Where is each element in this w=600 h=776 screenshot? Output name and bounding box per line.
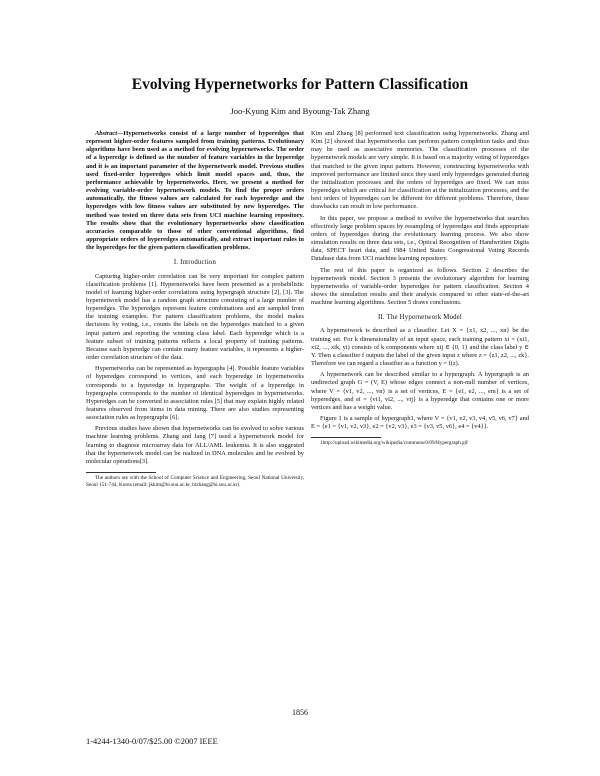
abstract-text: Hypernetworks consist of a large number of hyperedges that represent higher-order features sampled from training patterns. Evolutionary algorithms have been used as a method for evolving hypernetworks. The order of a hyperedge is defined as the number of feature variables in the hyperedge and it is an important parameter of the hypernetwork model. Previous studies used fixed-order hyperedges which limit model spaces and, thus, the performance achievable by hypernetworks. Here, we present a method for evolving variable-order hypernetwork models. To find the proper orders automatically, the fitness values are calculated for each hyperedge and the hyperedges with low fitness values are substituted by new hyperedges. The method was tested on three data sets from UCI machine learning repository. The results show that the evolutionary hypernetworks show classification accuracies comparable to those of other conventional algorithms, find appropriate orders of hyperedges automatically, and extract important rules in the hyperedges for the given pattern classification problems. bbox=[86, 130, 304, 252]
section-heading-introduction: I. Introduction bbox=[173, 259, 217, 267]
intro-paragraph-3: Previous studies have shown that hypernetworks can be evolved to solve various machine learning problems. Zhang and Jang [7] used a hypernetwork model for learning to diagnose microarray data for ALL/AML leukemia. It is also suggested that the hypernetwork model can be realized in DNA molecules and be evolved by molecular operations[3]. bbox=[86, 425, 304, 465]
section-heading-model: II. The Hypernetwork Model bbox=[378, 314, 462, 322]
footnote-rule bbox=[86, 472, 156, 473]
model-paragraph-3: Figure 1 is a sample of hypergraph1, where V = {v1, v2, v3, v4, v5, v6, v7} and E = {e1 = {v1, v2, v3}, e2 = {v2, v3}, e3 = {v3, v5, v6}, e4 = {v4}}. bbox=[311, 415, 529, 431]
paper-authors: Joo-Kyung Kim and Byoung-Tak Zhang bbox=[230, 106, 370, 116]
abstract-label: Abstract— bbox=[95, 130, 124, 137]
intro-paragraph-6: The rest of this paper is organized as follows. Section 2 describes the hypernetwork model. Section 3 presents the evolutionary algorithm for learning hypernetworks of variable-order hyperedges for pattern classification. Section 4 shows the simulation results and their analysis compared to other state-of-the-art machine learning algorithms. Section 5 draws conclusions. bbox=[311, 266, 529, 307]
intro-paragraph-5: In this paper, we propose a method to evolve the hypernetworks that searches effectively large problem spaces by resampling of hyperedges and finds appropriate orders of hyperedges during the evolutionary learning process. We also show simulation results on three data sets, i.e., Optical Recognition of Handwritten Digits data, SPECT heart data, and 1984 United States Congressional Voting Records Database data from UCI machine learning repository. bbox=[311, 214, 529, 263]
left-column bbox=[86, 130, 304, 488]
intro-paragraph-1: Capturing higher-order correlation can be very important for complex pattern classification problems [1]. Hypernetworks have been presented as a probabilistic model of learning higher-order correlations using hypergraph structure [2], [3]. The hypernetwork model has a random graph structure consisting of a large number of hyperedges. The hyperedges represent feature combinations and are sampled from the training examples. For pattern classification problems, the model makes decisions by voting, i.e., counts the labels on the hyperedges matched to a given input pattern and reporting the winning class label. Each hyperedge which is a feature subset of training patterns reflects a local property of training patterns. Because each hyperedge can contain many feature variables, it represents a higher-order correlation structure of the data. bbox=[86, 272, 304, 362]
footnote-rule-right bbox=[311, 437, 381, 438]
abstract bbox=[86, 130, 304, 252]
hypergraph-url-footnote: 1http://upload.wikimedia.org/wikipedia/commons/0/09/Hypergraph.gif bbox=[320, 440, 468, 447]
model-paragraph-2: A hypernetwork can be described similar to a hypergraph. A hypergraph is an undirected graph G = (V, E) whose edges connect a non-null number of vertices, where V = {v1, v2, ..., vn} is a set of vertices, E = {e1, e2, ..., em} is a set of hyperedges, and ei = {vi1, vi2, ..., vij} is a hyperedge that contains one or more vertices and has a weight value. bbox=[311, 371, 529, 411]
page-number: 1856 bbox=[292, 708, 308, 717]
right-column bbox=[311, 130, 529, 447]
intro-paragraph-4: Kim and Zhang [8] performed text classification using hypernetworks. Zhang and Kim [2] showed that hypernetworks can perform pattern completion tasks and thus may be used as associative memories. The classification processes of the hypernetwork models are very simple. It is based on a majority voting of hyperedges that matched to the given input pattern. However, constructing hypernetworks with improved performance are limited since they used only hyperedges generated during the initialization processes and the orders of hyperedges are fixed. We can miss hyperedges which are critical for classification at the initialization processes, and the best orders of hyperedges can be different for different problems. Therefore, these drawbacks can result in low performance. bbox=[311, 130, 529, 211]
isbn-copyright: 1-4244-1340-0/07/$25.00 ©2007 IEEE bbox=[86, 737, 218, 746]
affiliation-footnote: The authors are with the School of Computer Science and Engineering, Seoul National University, Seoul 151-744, Korea (email: jkkim@bi.snu.ac.kr, btzhang@bi.snu.ac.kr). bbox=[86, 475, 304, 488]
model-paragraph-1: A hypernetwork is described as a classifier. Let X = {x1, x2, ..., xn} be the training set. For k dimensionality of an input space, each training pattern xi = (xi1, xi2, ..., xik, yi) consists of k components where xij ∈ {0, 1} and the class label y ∈ Y. Then a classifier f outputs the label of the given input z where z = {z1, z2, ..., zk}. Therefore we can regard a classifier as a function y = f(z). bbox=[311, 327, 529, 368]
intro-paragraph-2: Hypernetworks can be represented as hypergraphs [4]. Possible feature variables of hyperedges correspond to vertices, and each hyperedge in hypernetworks corresponds to a hyperedge in hypergraphs. The weight of a hyperedge in hypergraphs corresponds to the number of identical hyperedges in hypernetworks. Hyperedges can be converted to association rules [5] that may explain highly related features observed from items in data mining. There are also studies representing association rules as hypergraphs [6]. bbox=[86, 365, 304, 422]
paper-title: Evolving Hypernetworks for Pattern Classification bbox=[131, 76, 469, 93]
